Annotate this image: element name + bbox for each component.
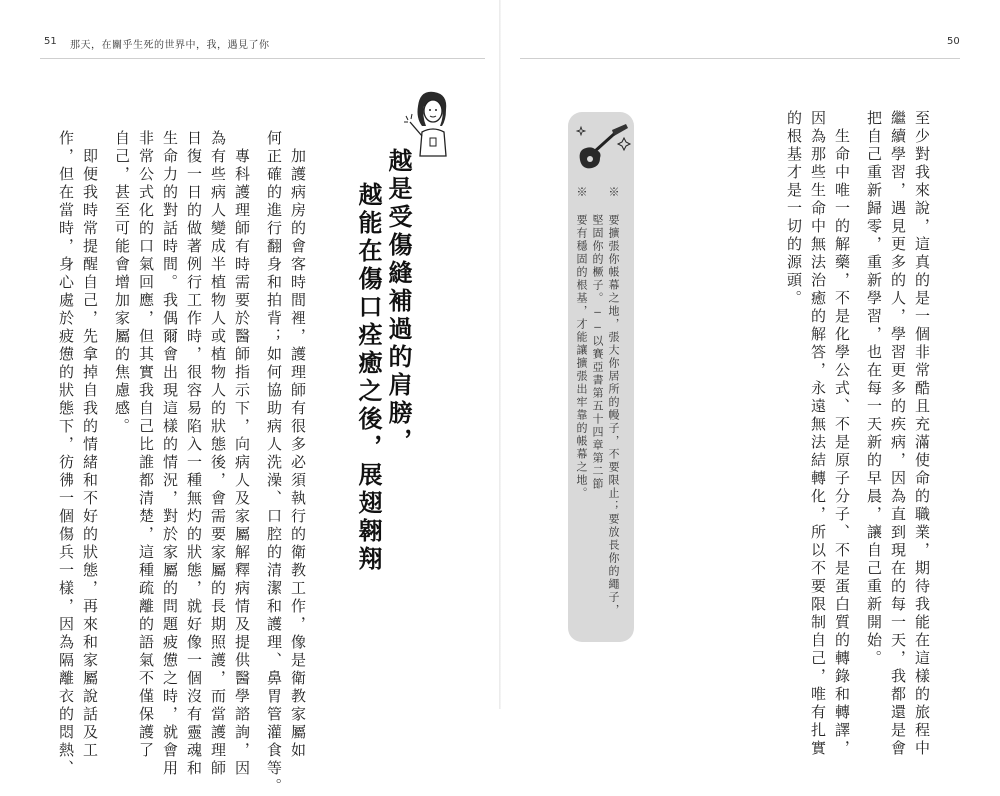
quote-line-3: ※ 要有穩固的根基，才能讓擴張出牢靠的帳幕之地。 [575, 186, 588, 500]
header-rule-right [520, 58, 960, 59]
quote-line-2: 堅固你的橛子。——以賽亞書第五十四章第二節 [591, 186, 604, 491]
nurse-illustration [400, 86, 462, 162]
left-p2-line-1: 專科護理師有時需要於醫師指示下，向病人及家屬解釋病情及提供醫學諮詢，因 [233, 130, 251, 778]
left-p3-line-2: 作，但在當時，身心處於疲憊的狀態下，彷彿一個傷兵一樣，因為隔離衣的悶熱、 [57, 130, 75, 778]
right-p1-line-2: 繼續學習，遇見更多的人，學習更多的疾病，因為直到現在的每一天，我都還是會 [889, 110, 907, 758]
quote-box [568, 112, 634, 642]
left-p2-line-6: 自己，甚至可能會增加家屬的焦慮感。 [113, 130, 131, 436]
page-number-right: 50 [947, 36, 960, 47]
left-p2-line-3: 日復一日的做著例行工作時，很容易陷入一種無灼的狀態，就好像一個沒有靈魂和 [185, 130, 203, 778]
title-line-2: 越能在傷口痊癒之後，展翅翱翔 [354, 182, 382, 574]
quote-line-1: ※ 要擴張你帳幕之地，張大你居所的幔子，不要限止；要放長你的繩子， [607, 186, 620, 617]
right-p2-line-3: 的根基才是一切的源頭。 [785, 110, 803, 308]
right-p1-line-3: 把自己重新歸零，重新學習，也在每一天新的早晨，讓自己重新開始。 [865, 110, 883, 668]
running-head: 那天，在關乎生死的世界中，我，遇見了你 [70, 40, 270, 51]
left-p2-line-5: 非常公式化的口氣回應，但其實我自己比誰都清楚，這種疏離的語氣不僅保護了 [137, 130, 155, 760]
right-p2-line-2: 因為那些生命中無法治癒的解答，永遠無法結轉化，所以不要限制自己，唯有扎實 [809, 110, 827, 758]
left-p3-line-1: 即便我時常提醒自己，先拿掉自我的情緒和不好的狀態，再來和家屬說話及工 [81, 130, 99, 760]
guitar-icon [572, 122, 632, 178]
title-line-1: 越是受傷縫補過的肩膀， [384, 148, 412, 456]
right-p1-line-1: 至少對我來說，這真的是一個非常酷且充滿使命的職業，期待我能在這樣的旅程中 [913, 110, 931, 758]
left-p2-line-4: 生命力的對話時間。我偶爾會出現這樣的情況，對於家屬的問題疲憊之時，就會用 [161, 130, 179, 778]
left-p2-line-2: 為有些病人變成半植物人或植物人的狀態後，會需要家屬的長期照護，而當護理師 [209, 130, 227, 778]
page-number-left: 51 [44, 36, 57, 47]
sparkle-icon [618, 138, 630, 150]
left-p1-line-1: 加護病房的會客時間裡，護理師有很多必須執行的衛教工作，像是衛教家屬如 [289, 130, 307, 760]
left-p1-line-2: 何正確的進行翻身和拍背；如何協助病人洗澡、口腔的清潔和護理、鼻胃管灌食等。 [265, 130, 283, 796]
right-p2-line-1: 生命中唯一的解藥，不是化學公式、不是原子分子、不是蛋白質的轉錄和轉譯， [833, 110, 851, 758]
header-rule-left [40, 58, 485, 59]
